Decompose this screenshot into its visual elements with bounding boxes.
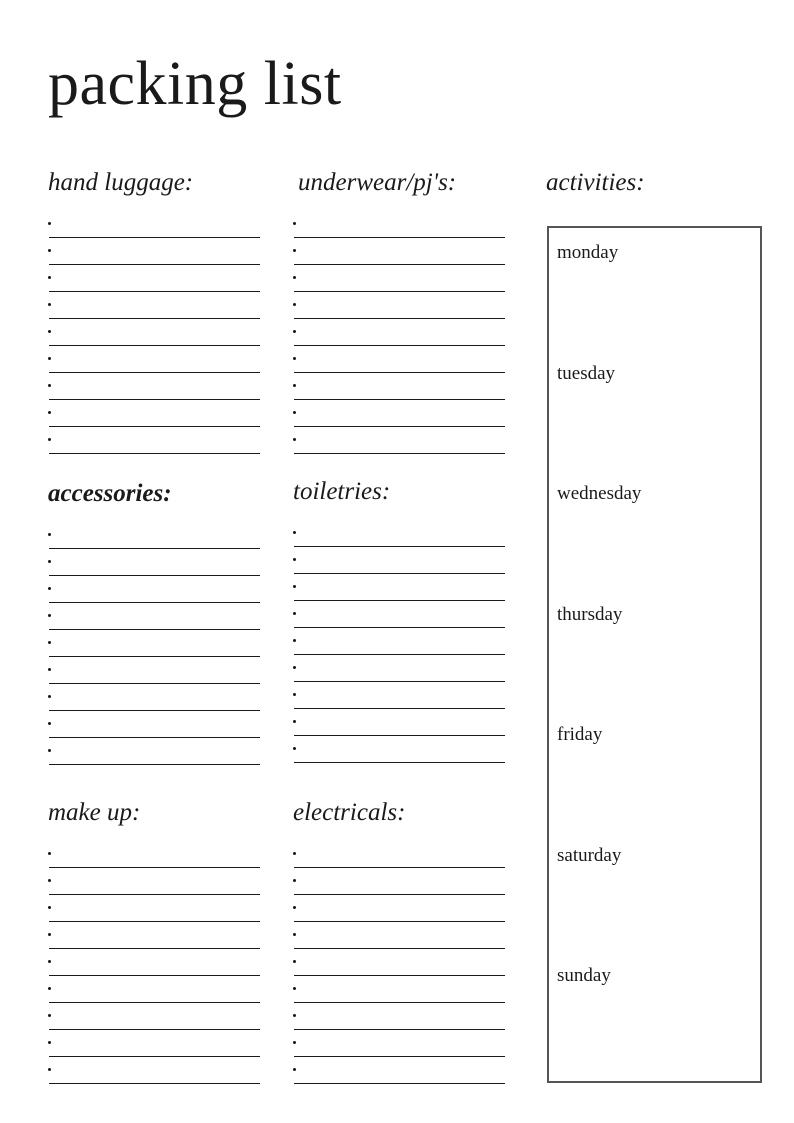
bullet-icon	[293, 276, 296, 279]
write-line	[294, 762, 505, 763]
bullet-icon	[293, 852, 296, 855]
section-heading-underwear: underwear/pj's:	[298, 169, 457, 196]
day-sunday: sunday	[557, 965, 611, 986]
section-toiletries	[293, 476, 505, 765]
bullet-icon	[293, 933, 296, 936]
bullet-icon	[293, 987, 296, 990]
bullet-icon	[48, 384, 51, 387]
list-line	[48, 630, 260, 657]
list-line	[48, 603, 260, 630]
list-line	[48, 738, 260, 765]
bullet-icon	[48, 614, 51, 617]
list-line	[293, 736, 505, 763]
bullet-icon	[293, 303, 296, 306]
bullet-icon	[48, 987, 51, 990]
list-line	[293, 949, 505, 976]
bullet-icon	[48, 1068, 51, 1071]
list-line	[293, 574, 505, 601]
bullet-icon	[48, 303, 51, 306]
bullet-icon	[293, 222, 296, 225]
bullet-icon	[293, 249, 296, 252]
bullet-icon	[48, 587, 51, 590]
section-accessories	[48, 478, 260, 767]
list-line	[293, 601, 505, 628]
section-underwear	[293, 167, 505, 456]
bullet-icon	[48, 411, 51, 414]
bullet-icon	[293, 585, 296, 588]
underwear-lines	[293, 199, 505, 456]
list-line	[293, 265, 505, 292]
bullet-icon	[48, 276, 51, 279]
bullet-icon	[293, 330, 296, 333]
list-line	[293, 1003, 505, 1030]
list-line	[48, 522, 260, 549]
section-heading-electricals: electricals:	[293, 799, 406, 826]
section-hand-luggage	[48, 167, 260, 456]
bullet-icon	[48, 438, 51, 441]
list-line	[293, 841, 505, 868]
bullet-icon	[48, 722, 51, 725]
day-saturday: saturday	[557, 845, 622, 866]
bullet-icon	[48, 222, 51, 225]
bullet-icon	[48, 1014, 51, 1017]
list-line	[293, 400, 505, 427]
bullet-icon	[293, 1068, 296, 1071]
section-heading-make-up: make up:	[48, 799, 141, 826]
bullet-icon	[293, 639, 296, 642]
list-line	[293, 922, 505, 949]
section-heading-hand-luggage: hand luggage:	[48, 169, 194, 196]
make-up-lines	[48, 829, 260, 1086]
bullet-icon	[293, 693, 296, 696]
list-line	[293, 427, 505, 454]
bullet-icon	[48, 249, 51, 252]
list-line	[48, 576, 260, 603]
bullet-icon	[48, 852, 51, 855]
day-monday: monday	[557, 242, 619, 263]
list-line	[293, 520, 505, 547]
toiletries-lines	[293, 508, 505, 765]
list-line	[48, 427, 260, 454]
write-line	[49, 453, 260, 454]
bullet-icon	[293, 666, 296, 669]
list-line	[293, 895, 505, 922]
bullet-icon	[293, 879, 296, 882]
bullet-icon	[293, 1014, 296, 1017]
list-line	[48, 949, 260, 976]
list-line	[293, 238, 505, 265]
bullet-icon	[48, 960, 51, 963]
bullet-icon	[48, 906, 51, 909]
list-line	[48, 1057, 260, 1084]
bullet-icon	[48, 749, 51, 752]
list-line	[48, 1030, 260, 1057]
bullet-icon	[48, 879, 51, 882]
bullet-icon	[293, 1041, 296, 1044]
list-line	[48, 292, 260, 319]
bullet-icon	[293, 747, 296, 750]
list-line	[293, 682, 505, 709]
list-line	[48, 400, 260, 427]
list-line	[48, 657, 260, 684]
hand-luggage-lines	[48, 199, 260, 456]
write-line	[294, 453, 505, 454]
list-line	[293, 211, 505, 238]
list-line	[293, 976, 505, 1003]
page-title: packing list	[48, 50, 342, 118]
list-line	[48, 976, 260, 1003]
list-line	[293, 373, 505, 400]
bullet-icon	[293, 558, 296, 561]
write-line	[49, 764, 260, 765]
bullet-icon	[293, 357, 296, 360]
bullet-icon	[48, 357, 51, 360]
list-line	[48, 265, 260, 292]
activities-box	[547, 226, 762, 1083]
bullet-icon	[293, 960, 296, 963]
list-line	[48, 346, 260, 373]
list-line	[293, 319, 505, 346]
list-line	[48, 319, 260, 346]
bullet-icon	[293, 612, 296, 615]
list-line	[293, 547, 505, 574]
list-line	[293, 292, 505, 319]
list-line	[48, 868, 260, 895]
list-line	[293, 346, 505, 373]
electricals-lines	[293, 829, 505, 1086]
list-line	[293, 1030, 505, 1057]
bullet-icon	[48, 641, 51, 644]
bullet-icon	[293, 720, 296, 723]
section-heading-toiletries: toiletries:	[293, 478, 391, 505]
bullet-icon	[293, 906, 296, 909]
bullet-icon	[293, 531, 296, 534]
list-line	[48, 711, 260, 738]
accessories-lines	[48, 510, 260, 767]
list-line	[48, 211, 260, 238]
list-line	[48, 684, 260, 711]
bullet-icon	[48, 533, 51, 536]
bullet-icon	[48, 668, 51, 671]
bullet-icon	[293, 384, 296, 387]
day-wednesday: wednesday	[557, 483, 642, 504]
section-make-up	[48, 797, 260, 1086]
bullet-icon	[48, 695, 51, 698]
list-line	[48, 549, 260, 576]
bullet-icon	[48, 933, 51, 936]
list-line	[293, 655, 505, 682]
section-heading-accessories: accessories:	[48, 480, 172, 507]
bullet-icon	[293, 438, 296, 441]
bullet-icon	[48, 560, 51, 563]
write-line	[294, 1083, 505, 1084]
list-line	[293, 1057, 505, 1084]
list-line	[48, 1003, 260, 1030]
list-line	[293, 628, 505, 655]
list-line	[48, 841, 260, 868]
list-line	[293, 709, 505, 736]
list-line	[293, 868, 505, 895]
bullet-icon	[48, 1041, 51, 1044]
bullet-icon	[293, 411, 296, 414]
section-electricals	[293, 797, 505, 1086]
day-friday: friday	[557, 724, 603, 745]
day-tuesday: tuesday	[557, 363, 616, 384]
write-line	[49, 1083, 260, 1084]
bullet-icon	[48, 330, 51, 333]
activities-heading: activities:	[546, 169, 645, 196]
list-line	[48, 895, 260, 922]
list-line	[48, 238, 260, 265]
day-thursday: thursday	[557, 604, 623, 625]
list-line	[48, 922, 260, 949]
list-line	[48, 373, 260, 400]
